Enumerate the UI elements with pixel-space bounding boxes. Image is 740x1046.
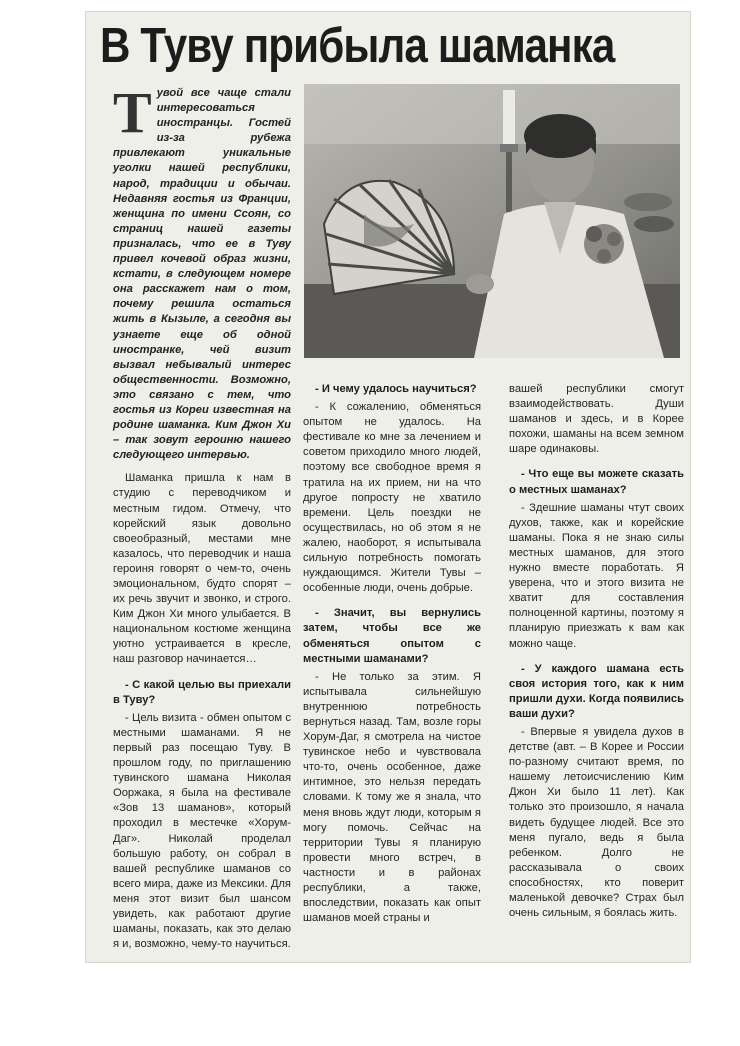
interview-question: - С какой целью вы приехали в Туву? [113,678,291,706]
interview-question: - Что еще вы можете сказать о местных шаманах? [509,468,684,496]
interview-answer: - Не только за этим. Я испытывала сильнейшую внутреннюю потребность вернуться назад. Там, возле горы Хорум-Даг, я смотрела на чистое тувинское небо и чувствовала что-то, очень особенное, даже интимное, это нельзя передать словами. К тому же я знала, что меня вновь ждут люди, которым я могу помочь. Сейчас на территории Тувы я планирую провести много встреч, в частности и в районах республики, а также, впоследствии, показать как опыт шаманов моей страны и [303,670,481,925]
interview-answer: - Здешние шаманы чтут своих духов, также, как и корейские шаманы. Пока я не знаю силы местных шаманов, для этого нужно вместе поработать. Я уверена, что и этого визита не хватит для составления полноценной картины, поэтому я планирую приезжать к вам как можно чаще. [509,501,684,650]
interview-answer: вашей республики смогут взаимодействовать. Души шаманов и здесь, и в Корее похожи, шаманы на всем земном шаре одинаковы. [509,383,684,456]
lead-text: увой все чаще стали интересоваться иностранцы. Гостей из-за рубежа привлекают уникальные уголки нашей республики, народ, традиции и обычаи. Недавняя гостья из Франции, женщина по имени Ссоян, со страниц нашей газеты призналась, что ее в Туву привел кочевой образ жизни, кстати, в следующем номере она расскажет нам о том, почему решила остаться жить в Кызыле, а сегодня вы узнаете еще об одной иностранке, чей визит вызвал небывалый интерес общественности. Возможно, это связано с тем, что гостья из Кореи известная на родине шаманка. Ким Джон Хи – так зовут героиню нашего следующего интервью. [113,87,291,462]
drop-cap: Т [113,80,152,145]
interview-answer: - Цель визита - обмен опытом с местными шаманами. Я не первый раз посещаю Туву. В прошлом году, по приглашению тувинского шамана Николая Ооржака, я была на фестивале «Зов 13 шаманов», который проходил в местечке «Хорум-Даг». Николай проделал большую работу, он собрал в вашей республике шаманов со всего мира, даже из Мексики. Для меня этот визит был шансом увидеть, как работают другие шаманы, показать, как это делаю я и, возможно, чему-то научиться. [113,711,291,951]
interview-answer: - Впервые я увидела духов в детстве (авт. – В Корее и России по-разному считают время, по нашему летоисчислению Ким Джон Хи было 11 лет). Как только это произошло, я начала видеть будущее людей. Все это меня пугало, ведь я была ребенком. Долго не рассказывала о своих способностях, кто поверит маленькой девочке? Страх был очень сильным, я боялась жить. [509,725,684,920]
column-1 [113,80,291,955]
article-title: В Туву прибыла шаманка [100,19,615,73]
column-3 [509,382,684,924]
interview-answer: - К сожалению, обменяться опытом не удалось. На фестивале ко мне за лечением и советом приходило много людей, поэтому все свободное время я тратила на их прием, ни на что другое попросту не хватило времени. Цель поездки не осуществилась, но об этом я не жалею, наоборот, я испытывала сильную потребность помогать нуждающимся. Жители Тувы – особенные люди, очень добрые. [303,401,481,595]
column-2 [303,382,481,929]
interview-question: - У каждого шамана есть своя история того, как к ним пришли духи. Когда появились ваши духи? [509,662,684,720]
photo-image [304,84,680,358]
interview-question: - Значит, вы вернулись затем, чтобы все же обменяться опытом с местными шаманами? [303,607,481,665]
paragraph: Шаманка пришла к нам в студию с переводчиком и местным гидом. Отмечу, что корейский язык довольно своеобразный, местами мне казалось, что переводчик и наша героиня говорят о чем-то, очень эмоциональном, будто спорят – их речь звучит и звонко, и строго. Ким Джон Хи много улыбается. В национальном костюме женщина уютно устраивается в кресле, наш разговор начинается… [113,472,291,666]
article-lead [113,80,291,463]
shaman-photo [304,84,680,358]
interview-question: - И чему удалось научиться? [315,383,477,395]
